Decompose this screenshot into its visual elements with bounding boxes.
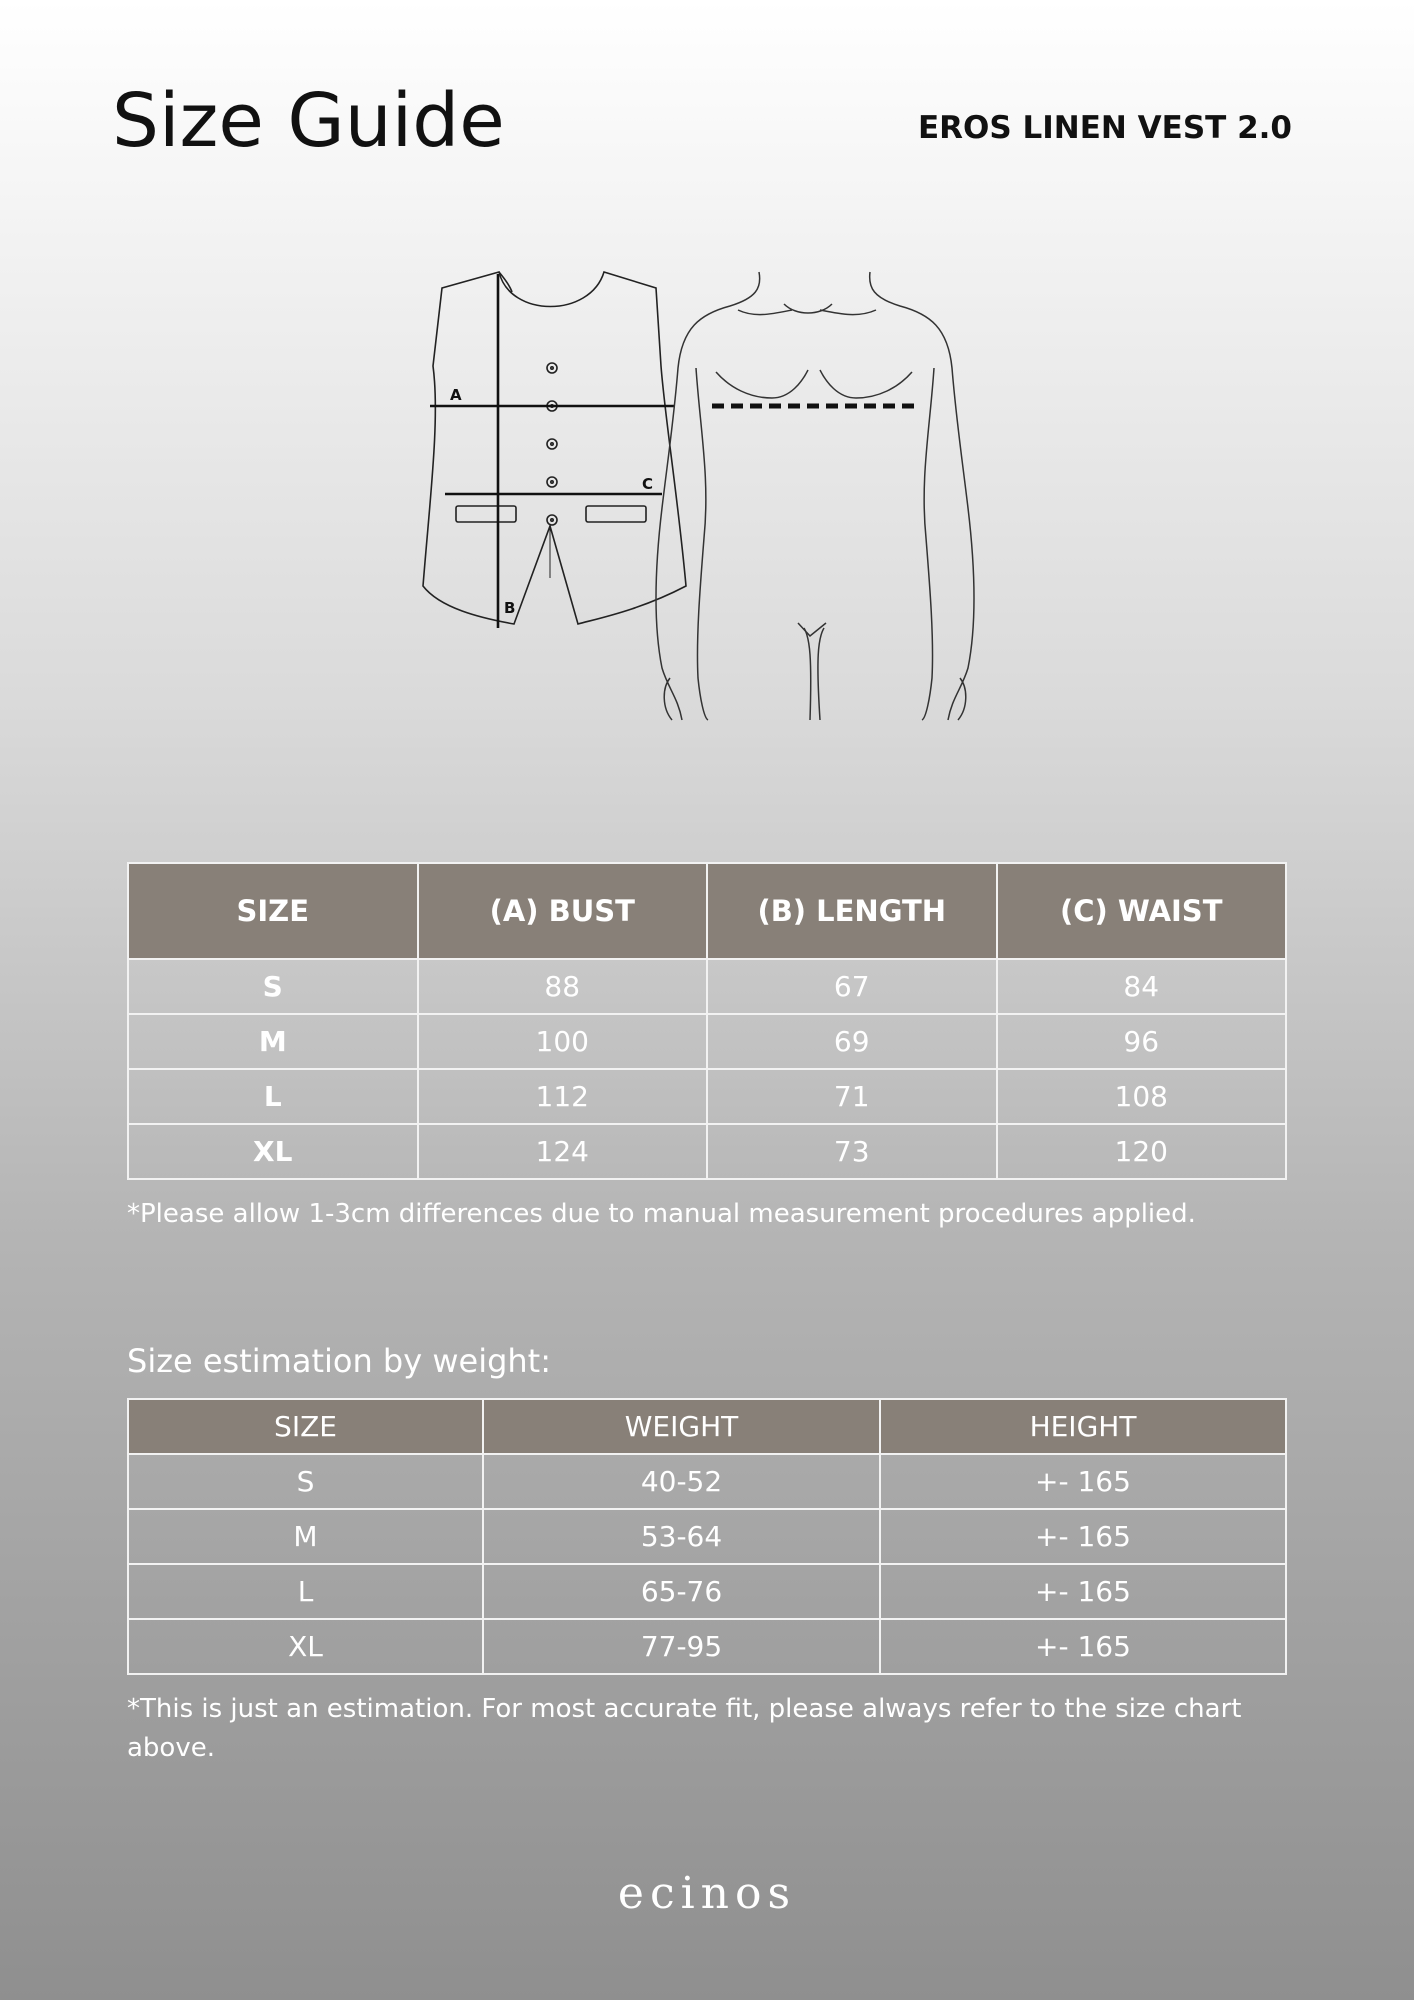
height-cell: +- 165 <box>880 1509 1286 1564</box>
size-chart-note: *Please allow 1-3cm differences due to manual measurement procedures applied. <box>127 1199 1196 1229</box>
table-row <box>128 1564 1286 1619</box>
size-cell: XL <box>128 1619 483 1674</box>
size-chart-table <box>127 862 1287 1180</box>
length-cell: 71 <box>707 1069 997 1124</box>
header-size: SIZE <box>128 863 418 959</box>
waist-cell: 96 <box>997 1014 1287 1069</box>
table-row <box>128 1454 1286 1509</box>
header-weight: WEIGHT <box>483 1399 880 1454</box>
bust-cell: 100 <box>418 1014 708 1069</box>
waist-cell: 120 <box>997 1124 1287 1179</box>
size-cell: L <box>128 1564 483 1619</box>
weight-chart-note: *This is just an estimation. For most accurate fit, please always refer to the size chart above. <box>127 1694 1242 1763</box>
length-cell: 69 <box>707 1014 997 1069</box>
height-cell: +- 165 <box>880 1454 1286 1509</box>
size-cell: M <box>128 1014 418 1069</box>
size-cell: S <box>128 1454 483 1509</box>
waist-cell: 84 <box>997 959 1287 1014</box>
weight-section-heading: Size estimation by weight: <box>127 1342 551 1380</box>
weight-chart-table <box>127 1398 1287 1675</box>
measurement-illustration <box>400 258 1020 778</box>
label-a: A <box>450 386 462 404</box>
size-cell: M <box>128 1509 483 1564</box>
bust-cell: 112 <box>418 1069 708 1124</box>
height-cell: +- 165 <box>880 1619 1286 1674</box>
bust-cell: 88 <box>418 959 708 1014</box>
weight-cell: 53-64 <box>483 1509 880 1564</box>
header-waist: (C) WAIST <box>997 863 1287 959</box>
label-b: B <box>504 599 516 617</box>
header-size: SIZE <box>128 1399 483 1454</box>
table-row <box>128 1509 1286 1564</box>
table-row <box>128 1619 1286 1674</box>
size-cell: XL <box>128 1124 418 1179</box>
header-height: HEIGHT <box>880 1399 1286 1454</box>
table-row <box>128 1069 1286 1124</box>
size-cell: S <box>128 959 418 1014</box>
size-cell: L <box>128 1069 418 1124</box>
product-name: EROS LINEN VEST 2.0 <box>917 110 1292 146</box>
length-cell: 73 <box>707 1124 997 1179</box>
height-cell: +- 165 <box>880 1564 1286 1619</box>
brand-logo: ecinos <box>617 1868 797 1919</box>
vest-and-body-diagram <box>400 258 1020 778</box>
label-c: C <box>642 475 654 493</box>
table-row <box>128 1124 1286 1179</box>
weight-cell: 40-52 <box>483 1454 880 1509</box>
size-chart-header-row <box>128 863 1286 959</box>
table-row <box>128 959 1286 1014</box>
header-length: (B) LENGTH <box>707 863 997 959</box>
table-row <box>128 1014 1286 1069</box>
measurement-lines <box>430 274 675 628</box>
bust-cell: 124 <box>418 1124 708 1179</box>
body-drawing <box>656 272 974 720</box>
header-bust: (A) BUST <box>418 863 708 959</box>
waist-cell: 108 <box>997 1069 1287 1124</box>
weight-chart-header-row <box>128 1399 1286 1454</box>
vest-drawing <box>423 272 686 624</box>
page-title: Size Guide <box>112 78 505 164</box>
weight-cell: 65-76 <box>483 1564 880 1619</box>
weight-cell: 77-95 <box>483 1619 880 1674</box>
length-cell: 67 <box>707 959 997 1014</box>
